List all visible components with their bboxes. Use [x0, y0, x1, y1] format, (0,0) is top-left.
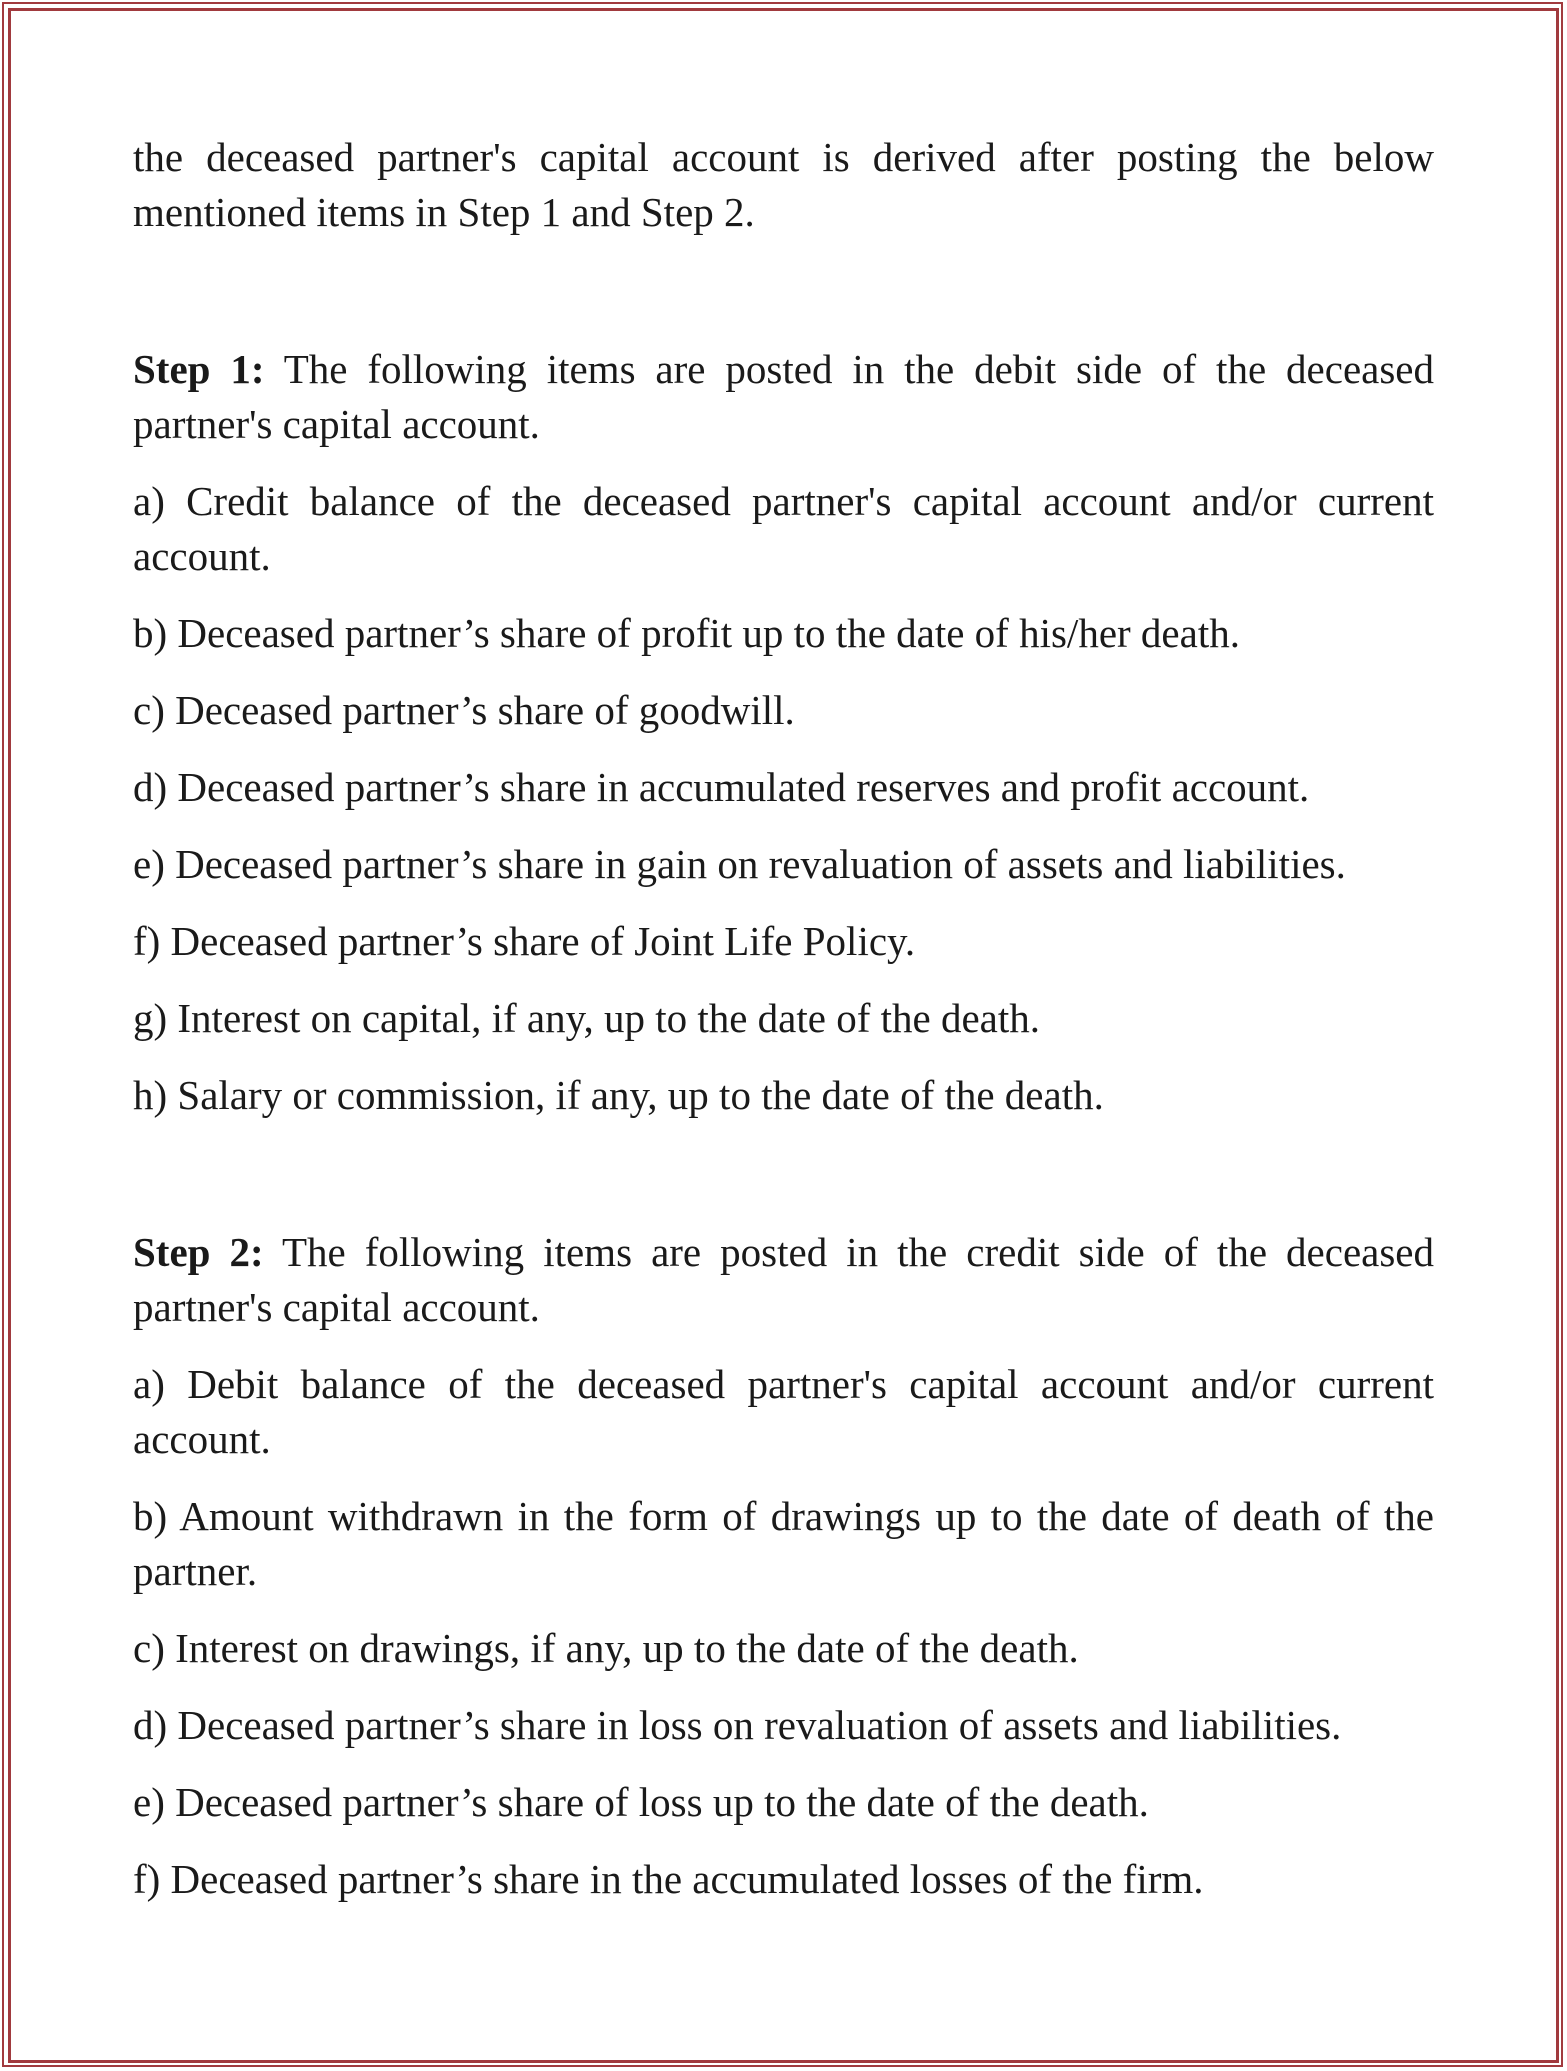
step-2-label: Step 2: — [133, 1229, 264, 1275]
step-1-heading — [133, 342, 1434, 452]
step-1-item-f: f) Deceased partner’s share of Joint Life Policy. — [133, 918, 916, 964]
step-2-item-b: b) Amount withdrawn in the form of drawings up to the date of death of the partner. — [133, 1493, 1434, 1594]
step-2-heading — [133, 1225, 1434, 1335]
step-1-item-b: b) Deceased partner’s share of profit up to the date of his/her death. — [133, 610, 1240, 656]
step-1-item-g: g) Interest on capital, if any, up to the date of the death. — [133, 995, 1040, 1041]
step-1-text: The following items are posted in the debit side of the deceased partner's capital account. — [133, 346, 1435, 447]
intro-paragraph: the deceased partner's capital account is derived after posting the below mentioned items in Step 1 and Step 2. — [133, 134, 1434, 235]
step-1-item-c: c) Deceased partner’s share of goodwill. — [133, 687, 795, 733]
step-2-item-f: f) Deceased partner’s share in the accumulated losses of the firm. — [133, 1856, 1204, 1902]
step-2-item-c: c) Interest on drawings, if any, up to the date of the death. — [133, 1625, 1079, 1671]
step-1-item-e: e) Deceased partner’s share in gain on revaluation of assets and liabilities. — [133, 841, 1346, 887]
step-1-item-a: a) Credit balance of the deceased partner's capital account and/or current account. — [133, 478, 1434, 579]
step-2-item-a: a) Debit balance of the deceased partner's capital account and/or current account. — [133, 1361, 1434, 1462]
step-2-item-d: d) Deceased partner’s share in loss on revaluation of assets and liabilities. — [133, 1702, 1342, 1748]
step-2-text: The following items are posted in the credit side of the deceased partner's capital account. — [133, 1229, 1435, 1330]
step-1-label: Step 1: — [133, 346, 265, 392]
document-body — [133, 130, 1434, 1929]
step-2-item-e: e) Deceased partner’s share of loss up to the date of the death. — [133, 1779, 1149, 1825]
step-1-item-d: d) Deceased partner’s share in accumulated reserves and profit account. — [133, 764, 1310, 810]
step-1-item-h: h) Salary or commission, if any, up to the date of the death. — [133, 1072, 1104, 1118]
